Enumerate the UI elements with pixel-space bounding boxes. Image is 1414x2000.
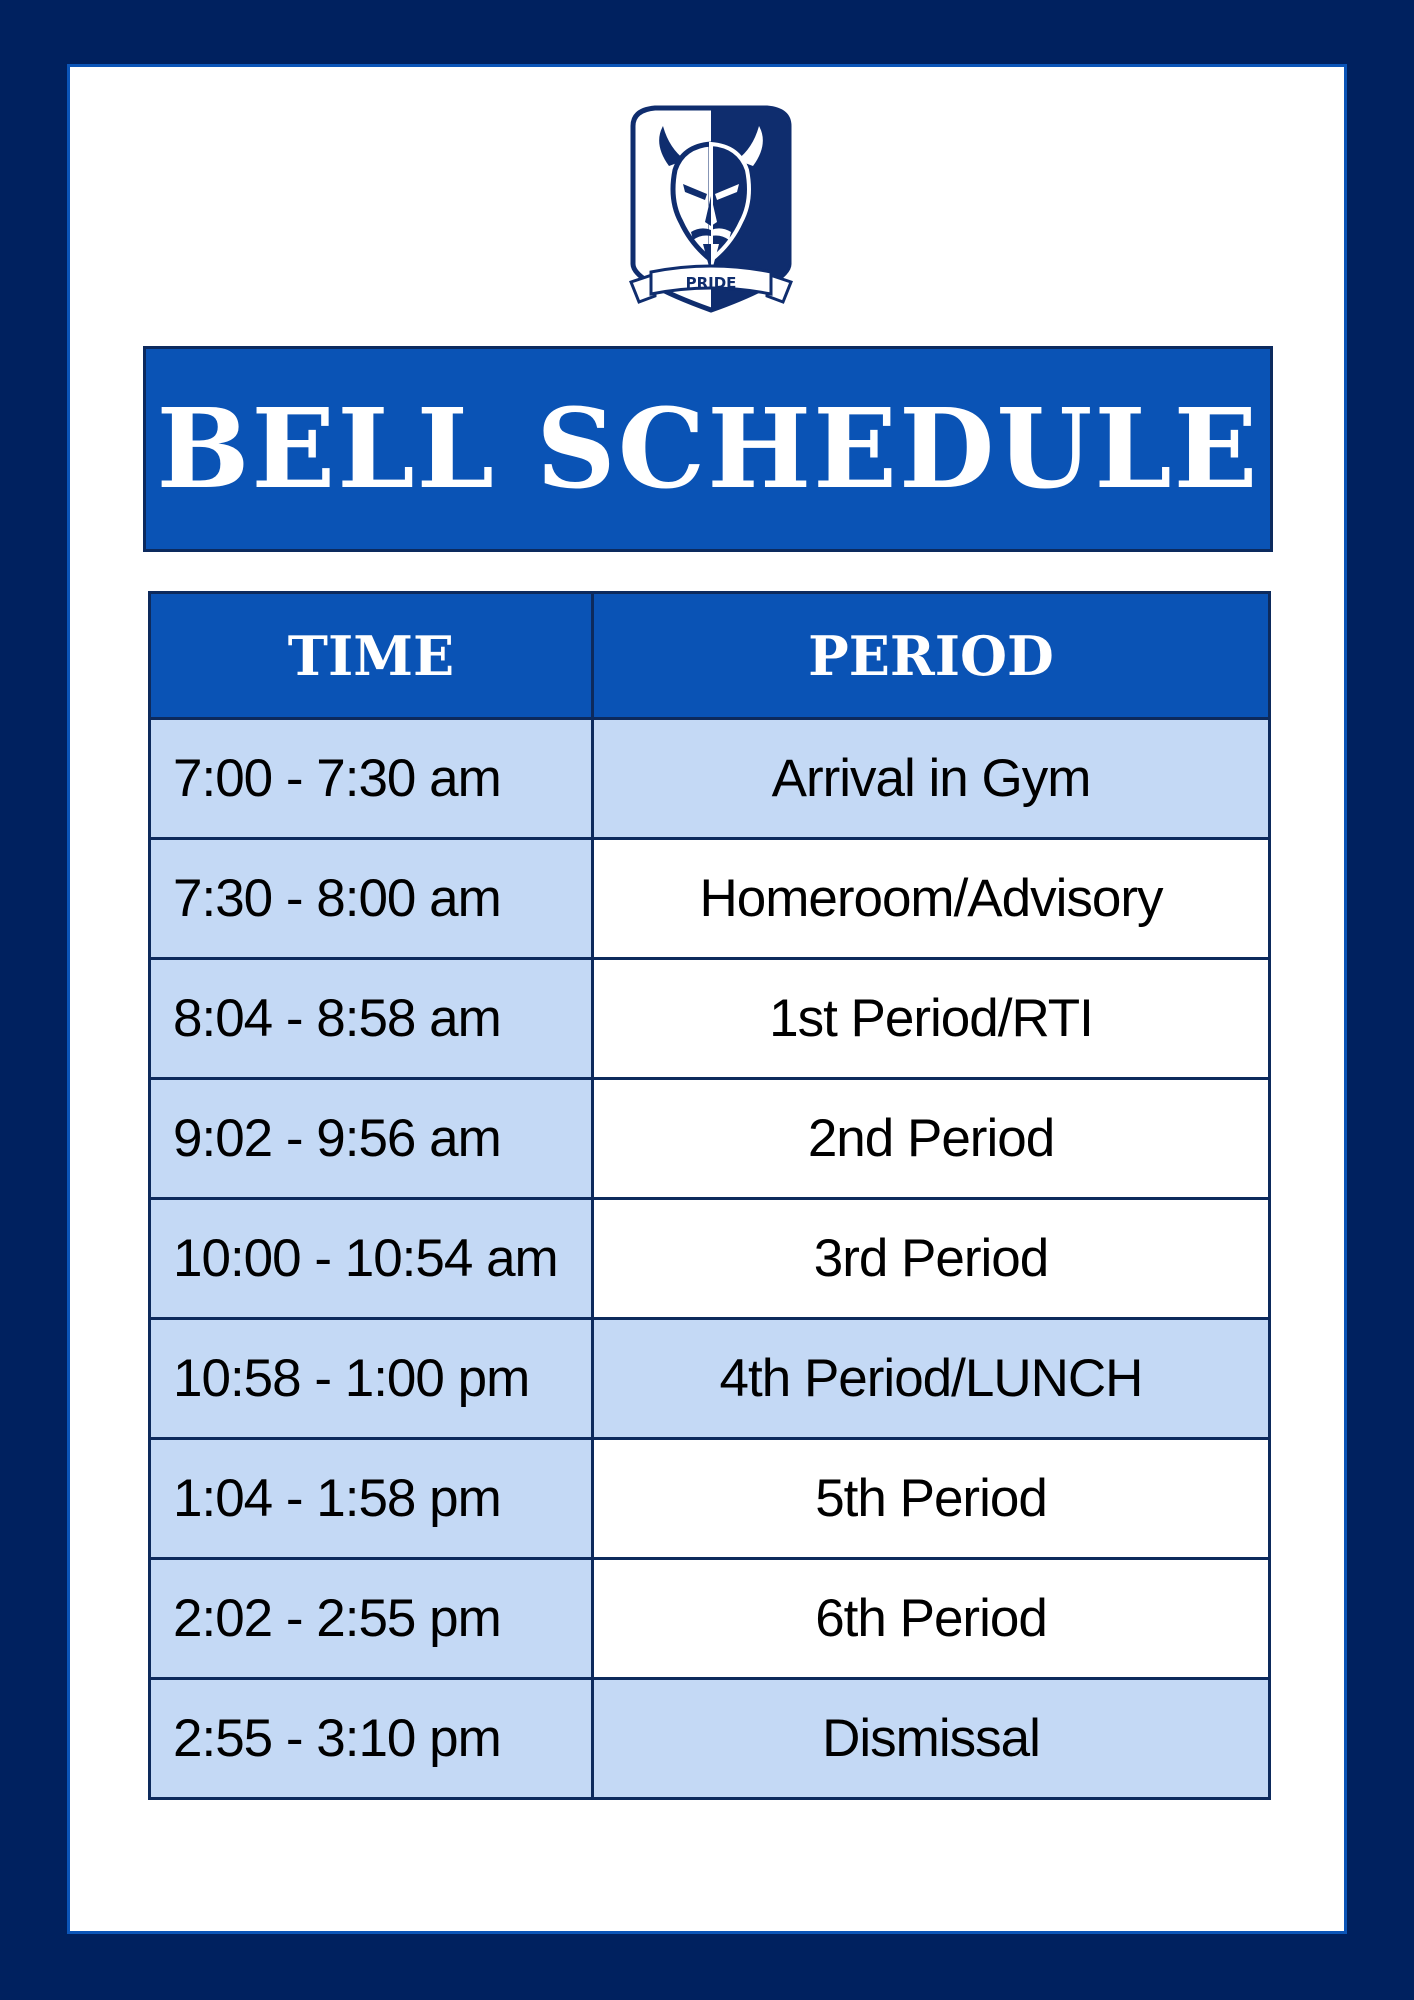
table-row: [150, 1199, 1270, 1319]
table-row: [150, 1079, 1270, 1199]
time-cell: 9:02 - 9:56 am: [150, 1079, 593, 1199]
period-column-header: PERIOD: [593, 593, 1270, 719]
table-header-row: [150, 593, 1270, 719]
period-cell: 2nd Period: [593, 1079, 1270, 1199]
table-row: [150, 1319, 1270, 1439]
period-cell: Dismissal: [593, 1679, 1270, 1799]
page-title: BELL SCHEDULE: [156, 384, 1260, 513]
period-cell: 1st Period/RTI: [593, 959, 1270, 1079]
time-column-header: TIME: [150, 593, 593, 719]
period-cell: Homeroom/Advisory: [593, 839, 1270, 959]
period-cell: Arrival in Gym: [593, 719, 1270, 839]
table-row: [150, 1559, 1270, 1679]
table-row: [150, 1679, 1270, 1799]
title-banner: [143, 346, 1273, 552]
time-cell: 7:30 - 8:00 am: [150, 839, 593, 959]
period-cell: 3rd Period: [593, 1199, 1270, 1319]
table-row: [150, 719, 1270, 839]
time-cell: 10:58 - 1:00 pm: [150, 1319, 593, 1439]
time-cell: 8:04 - 8:58 am: [150, 959, 593, 1079]
time-cell: 10:00 - 10:54 am: [150, 1199, 593, 1319]
devil-mascot-shield-logo: [625, 104, 797, 316]
period-cell: 5th Period: [593, 1439, 1270, 1559]
time-cell: 2:55 - 3:10 pm: [150, 1679, 593, 1799]
table-row: [150, 1439, 1270, 1559]
table-row: [150, 959, 1270, 1079]
schedule-rows: [150, 719, 1270, 1799]
time-cell: 2:02 - 2:55 pm: [150, 1559, 593, 1679]
logo-banner-text: PRIDE: [685, 274, 737, 292]
period-cell: 6th Period: [593, 1559, 1270, 1679]
table-row: [150, 839, 1270, 959]
period-cell: 4th Period/LUNCH: [593, 1319, 1270, 1439]
schedule-poster: [67, 64, 1347, 1934]
time-cell: 7:00 - 7:30 am: [150, 719, 593, 839]
time-cell: 1:04 - 1:58 pm: [150, 1439, 593, 1559]
bell-schedule-table: [148, 591, 1271, 1800]
